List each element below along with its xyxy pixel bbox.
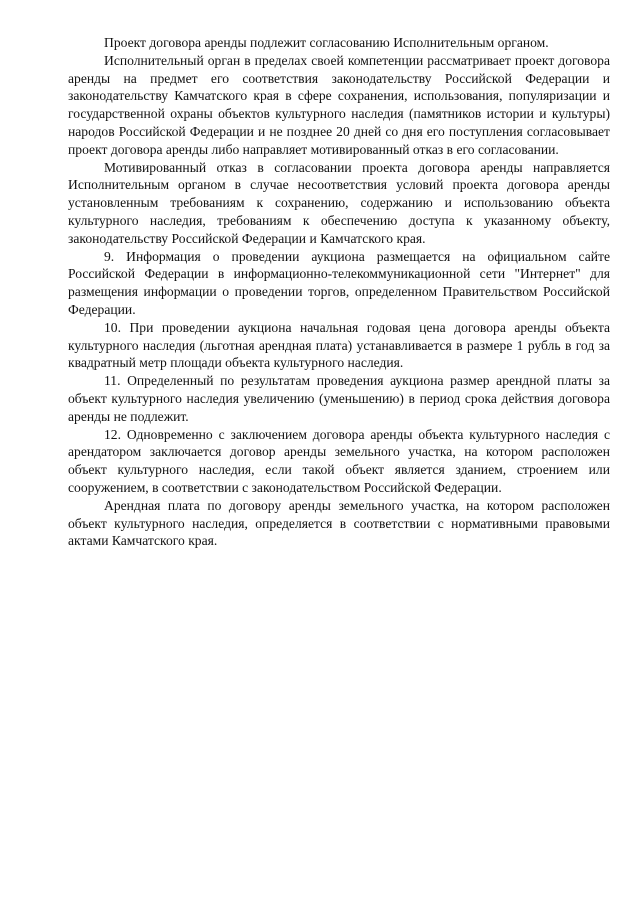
paragraph-item-9: 9. Информация о проведении аукциона размещается на официальном сайте Российской Федерации в информационно-телекоммуникационной сети "Интернет" для размещения информации о проведении торгов, определенном Правительством Российской Федерации. [68,248,610,317]
paragraph-item-10: 10. При проведении аукциона начальная годовая цена договора аренды объекта культурного наследия (льготная арендная плата) устанавливается в размере 1 рубль в год за квадратный метр площади объекта культурного наследия. [68,319,610,371]
paragraph-land-rent: Арендная плата по договору аренды земельного участка, на котором расположен объект культурного наследия, определяется в соответствии с нормативными правовыми актами Камчатского края. [68,497,610,549]
paragraph-item-11: 11. Определенный по результатам проведения аукциона размер арендной платы за объект культурного наследия увеличению (уменьшению) в период срока действия договора аренды не подлежит. [68,373,610,424]
paragraph-executive-review: Исполнительный орган в пределах своей компетенции рассматривает проект договора аренды на предмет его соответствия законодательству Российской Федерации и законодательству Камчатского края в сфере сохранения, использования, популяризации и государственной охраны объектов культурного наследия (памятников истории и культуры) народов Российской Федерации и не позднее 20 дней со дня его поступления согласовывает проект договора аренды либо направляет мотивированный отказ в его согласовании. [68,52,610,157]
paragraph-refusal-grounds: Мотивированный отказ в согласовании проекта договора аренды направляется Исполнительным органом в случае несоответствия условий проекта договора аренды установленным требованиям к сохранению, содержанию и использованию объекта культурного наследия, требованиям к обеспечению доступа к указанному объекту, законодательству Российской Федерации и Камчатского края. [68,159,610,246]
paragraph-approval-requirement: Проект договора аренды подлежит согласованию Исполнительным органом. [104,35,549,50]
document-page [68,34,610,550]
paragraph-item-12: 12. Одновременно с заключением договора аренды объекта культурного наследия с арендатором заключается договор аренды земельного участка, на котором расположен объект культурного наследия, если такой объект является зданием, строением или сооружением, в соответствии с законодательством Российской Федерации. [68,426,610,495]
